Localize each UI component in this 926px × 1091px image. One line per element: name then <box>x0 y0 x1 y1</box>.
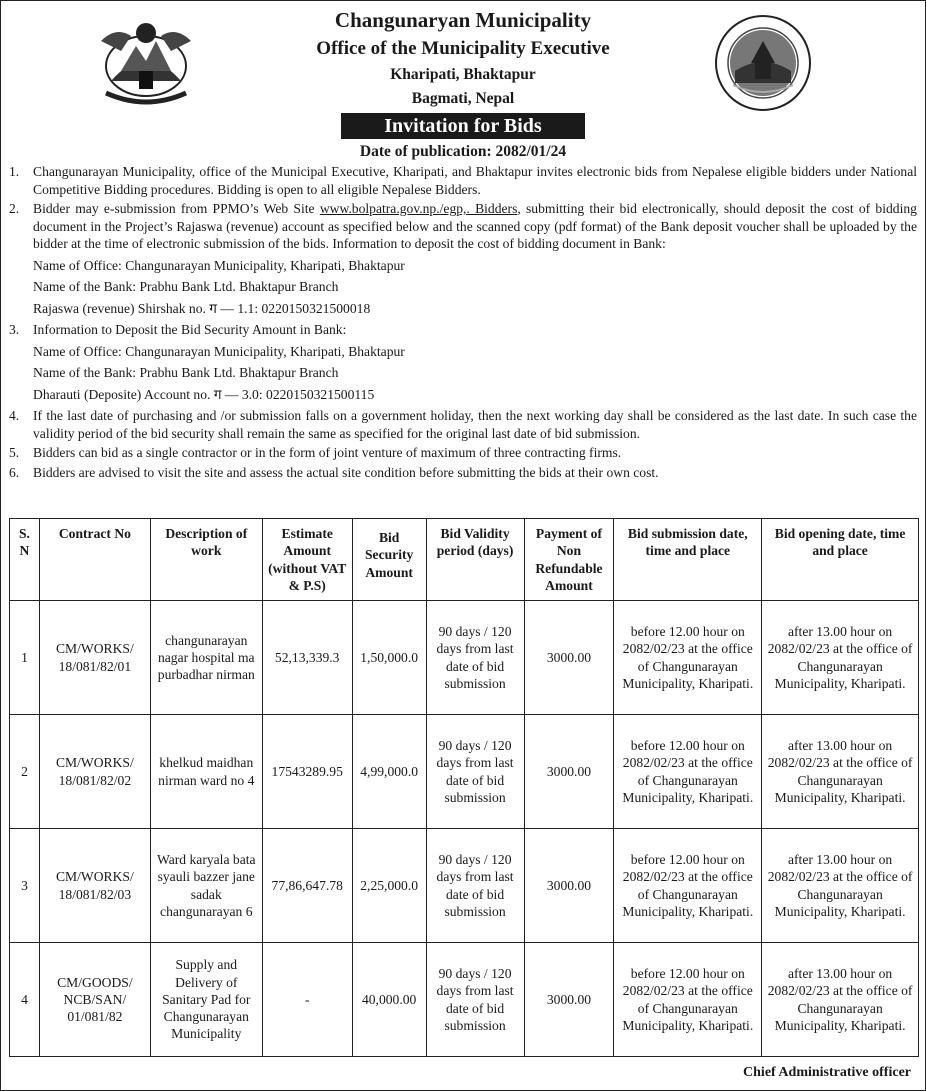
column-header: Bid opening date, time and place <box>762 519 919 601</box>
municipality-name: Changunaryan Municipality <box>334 8 592 32</box>
column-header: Payment of Non Refundable Amount <box>524 519 614 601</box>
table-row: 1 CM/WORKS/ 18/081/82/01 changunarayan nagar hospital ma purbadhar nirman 52,13,339.3 1,50,000.0 90 days / 120 days from last date of bid submission 3000.00 before 12.00 hour on 2082/02/23 at the office of Changunarayan Municipality, Kharipati. after 13.00 hour on 2082/02/23 at the office of Changunarayan Municipality, Kharipati. <box>10 601 919 715</box>
column-header: Bid submission date, time and place <box>614 519 762 601</box>
table-header-row <box>10 519 919 601</box>
point-4: 4. If the last date of purchasing and /or submission falls on a government holiday, then the next working day shall be considered as the last date. In such case the validity period of the bid security shall remain the same as specified for the original last date of bid submission. <box>9 408 917 441</box>
column-header: Contract No <box>39 519 150 601</box>
invitation-banner: Invitation for Bids <box>341 113 585 139</box>
table-row: 4 CM/GOODS/ NCB/SAN/ 01/081/82 Supply and Delivery of Sanitary Pad for Changunarayan Municipality - 40,000.00 90 days / 120 days from last date of bid submission 3000.00 before 12.00 hour on 2082/02/23 at the office of Changunarayan Municipality, Kharipati. after 13.00 hour on 2082/02/23 at the office of Changunarayan Municipality, Kharipati. <box>10 943 919 1057</box>
point-5: 5. Bidders can bid as a single contractor or in the form of joint venture of maximum of three contracting firms. <box>9 445 622 460</box>
revenue-account-info: Name of Office: Changunarayan Municipality, Kharipati, Bhaktapur Name of the Bank: Prabhu Bank Ltd. Bhaktapur Branch Rajaswa (revenue) Shirshak no. ग — 1.1: 0220150321500018 <box>33 257 405 316</box>
table-row: 3 CM/WORKS/ 18/081/82/03 Ward karyala bata syauli bazzer jane sadak changunarayan 6 77,86,647.78 2,25,000.0 90 days / 120 days from last date of bid submission 3000.00 before 12.00 hour on 2082/02/23 at the office of Changunarayan Municipality, Kharipati. after 13.00 hour on 2082/02/23 at the office of Changunarayan Municipality, Kharipati. <box>10 829 919 943</box>
column-header: Description of work <box>150 519 262 601</box>
point-6: 6. Bidders are advised to visit the site and assess the actual site condition before submitting the bids at their own cost. <box>9 464 659 480</box>
bolpatra-link[interactable]: www.bolpatra.gov.np./egp,. Bidders <box>319 201 518 216</box>
column-header: Bid Validity period (days) <box>426 519 524 601</box>
column-header: Bid Security Amount <box>352 519 426 601</box>
location-line-2: Bagmati, Nepal <box>411 90 515 107</box>
security-account-info: Name of Office: Changunarayan Municipality, Kharipati, Bhaktapur Name of the Bank: Prabhu Bank Ltd. Bhaktapur Branch Dharauti (Deposite) Account no. ग — 3.0: 0220150321500115 <box>33 343 405 402</box>
municipality-seal-icon <box>713 13 813 113</box>
notice-body <box>9 163 917 483</box>
point-3: 3. Information to Deposit the Bid Security Amount in Bank: <box>9 322 347 337</box>
table-row: 2 CM/WORKS/ 18/081/82/02 khelkud maidhan nirman ward no 4 17543289.95 4,99,000.0 90 days / 120 days from last date of bid submission 3000.00 before 12.00 hour on 2082/02/23 at the office of Changunarayan Municipality, Kharipati. after 13.00 hour on 2082/02/23 at the office of Changunarayan Municipality, Kharipati. <box>10 715 919 829</box>
point-2: 2. Bidder may e-submission from PPMO’s Web Site www.bolpatra.gov.np./egp,. Bidders, submitting their bid electronically, should deposit the cost of bidding document in the Project’s Rajaswa (revenue) account as specified below and the scanned copy (pdf format) of the Bank deposit voucher shall be uploaded by the bidder at the time of electronic submission of the bids. Information to deposit the cost of bidding document in Bank: <box>9 201 917 251</box>
column-header: S. N <box>10 519 40 601</box>
signatory-title: Chief Administrative officer <box>743 1065 911 1080</box>
notice-header <box>1 1 925 161</box>
column-header: Estimate Amount (without VAT & P.S) <box>262 519 352 601</box>
point-1: 1. Changunarayan Municipality, office of the Municipal Executive, Kharipati, and Bhaktapur invites electronic bids from Nepalese eligible bidders under National Competitive Bidding procedures. Bidding is open to all eligible Nepalese Bidders. <box>9 164 917 197</box>
location-line-1: Kharipati, Bhaktapur <box>390 66 536 83</box>
publication-date: Date of publication: 2082/01/24 <box>359 143 567 160</box>
office-name: Office of the Municipality Executive <box>316 38 610 59</box>
bids-table <box>9 518 919 1057</box>
